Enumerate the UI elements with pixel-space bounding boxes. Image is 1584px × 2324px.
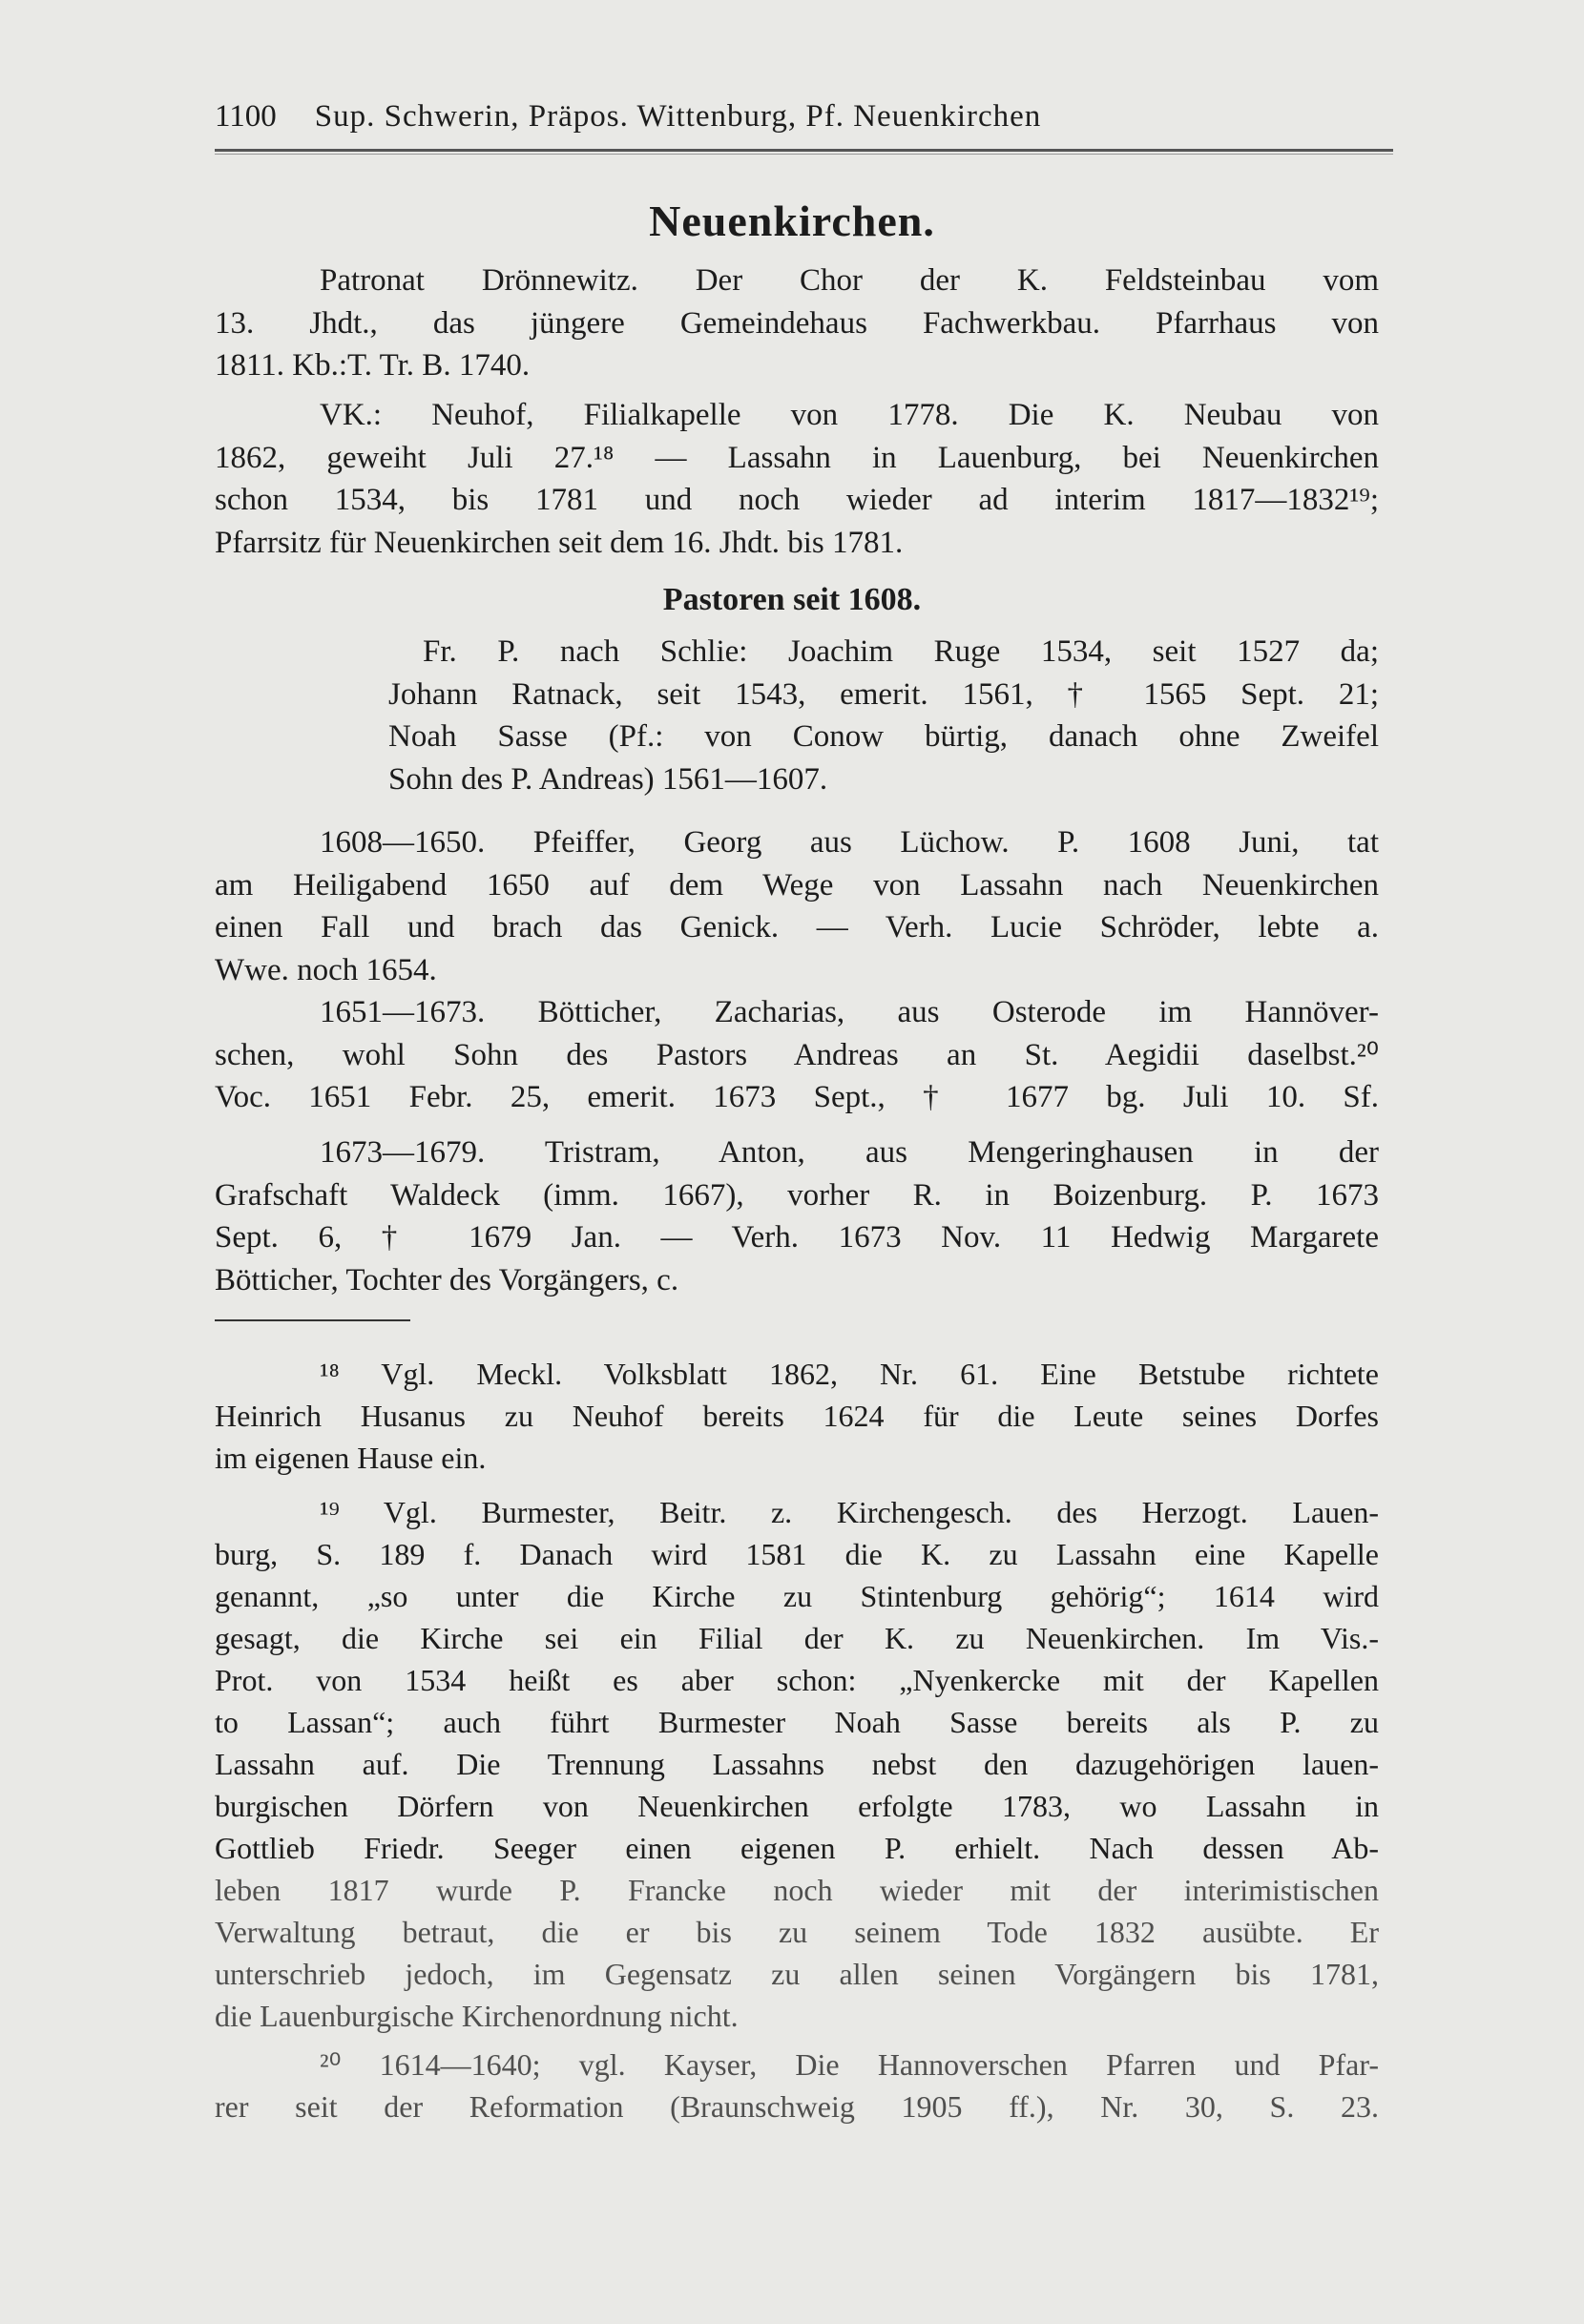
pastor-entry-tristram (215, 1131, 1379, 1301)
text-line: unterschrieb jedoch, im Gegensatz zu allen seinen Vorgängern bis 1781, (215, 1957, 1379, 1991)
text-line: gesagt, die Kirche sei ein Filial der K. zu Neuenkirchen. Im Vis.- (215, 1621, 1379, 1655)
text-line: 1651—1673. Bötticher, Zacharias, aus Osterode im Hannöver- (320, 995, 1379, 1029)
header-rule-thin (215, 154, 1393, 155)
text-line: schen, wohl Sohn des Pastors Andreas an St. Aegidii daselbst.²⁰ (215, 1037, 1379, 1072)
text-line: Patronat Drönnewitz. Der Chor der K. Feldsteinbau vom (320, 263, 1379, 298)
footnote-rule (215, 1319, 410, 1321)
text-line: Heinrich Husanus zu Neuhof bereits 1624 für die Leute seines Dorfes (215, 1399, 1379, 1433)
text-line: burg, S. 189 f. Danach wird 1581 die K. zu Lassahn eine Kapelle (215, 1537, 1379, 1571)
page-number: 1100 (215, 99, 277, 134)
pastor-entry-boetticher (215, 991, 1379, 1119)
text-line: am Heiligabend 1650 auf dem Wege von Lassahn nach Neuenkirchen (215, 867, 1379, 903)
text-line: schon 1534, bis 1781 und noch wieder ad interim 1817—1832¹⁹; (215, 483, 1379, 517)
text-line: die Lauenburgische Kirchenordnung nicht. (215, 1999, 739, 2033)
intro-paragraph (215, 259, 1379, 387)
text-line: 1673—1679. Tristram, Anton, aus Mengeringhausen in der (320, 1135, 1379, 1170)
text-line: burgischen Dörfern von Neuenkirchen erfolgte 1783, wo Lassahn in (215, 1789, 1379, 1823)
text-line: ¹⁸ Vgl. Meckl. Volksblatt 1862, Nr. 61. Eine Betstube richtete (320, 1357, 1379, 1391)
header-rule (215, 149, 1393, 152)
text-line: Prot. von 1534 heißt es aber schon: „Nyenkercke mit der Kapellen (215, 1663, 1379, 1697)
text-line: einen Fall und brach das Genick. — Verh. Lucie Schröder, lebte a. (215, 910, 1379, 944)
text-line: Grafschaft Waldeck (imm. 1667), vorher R. in Boizenburg. P. 1673 (215, 1177, 1379, 1213)
text-line: genannt, „so unter die Kirche zu Stintenburg gehörig“; 1614 wird (215, 1579, 1379, 1613)
footnote-20 (215, 2044, 1379, 2127)
text-line: Lassahn auf. Die Trennung Lassahns nebst den dazugehörigen lauen- (215, 1747, 1379, 1781)
page-title: Neuenkirchen. (649, 197, 935, 245)
text-line: ²⁰ 1614—1640; vgl. Kayser, Die Hannoverschen Pfarren und Pfar- (320, 2047, 1379, 2082)
text-line: to Lassan“; auch führt Burmester Noah Sasse bereits als P. zu (215, 1705, 1379, 1739)
text-line: Sohn des P. Andreas) 1561—1607. (388, 761, 828, 797)
section-heading: Pastoren seit 1608. (662, 582, 922, 617)
text-line: rer seit der Reformation (Braunschweig 1905 ff.), Nr. 30, S. 23. (215, 2089, 1379, 2124)
text-line: leben 1817 wurde P. Francke noch wieder mit der interimistischen (215, 1873, 1379, 1907)
text-line: Fr. P. nach Schlie: Joachim Ruge 1534, seit 1527 da; (423, 634, 1379, 669)
text-line: Pfarrsitz für Neuenkirchen seit dem 16. Jhdt. bis 1781. (215, 525, 904, 560)
text-line: Johann Ratnack, seit 1543, emerit. 1561, † 1565 Sept. 21; (388, 676, 1379, 712)
text-line: Gottlieb Friedr. Seeger einen eigenen P. erhielt. Nach dessen Ab- (215, 1831, 1379, 1865)
text-line: 1608—1650. Pfeiffer, Georg aus Lüchow. P. 1608 Juni, tat (320, 825, 1379, 860)
vk-paragraph (215, 394, 1379, 564)
running-header (215, 99, 1393, 135)
text-line: ¹⁹ Vgl. Burmester, Beitr. z. Kirchengesch. des Herzogt. Lauen- (320, 1495, 1379, 1529)
footnote-18 (215, 1353, 1379, 1479)
text-line: im eigenen Hause ein. (215, 1441, 487, 1475)
text-line: Bötticher, Tochter des Vorgängers, c. (215, 1262, 679, 1297)
frp-paragraph (388, 631, 1379, 800)
text-line: Verwaltung betraut, die er bis zu seinem Tode 1832 ausübte. Er (215, 1915, 1379, 1949)
text-line: Noah Sasse (Pf.: von Conow bürtig, danach ohne Zweifel (388, 719, 1379, 754)
text-line: Wwe. noch 1654. (215, 952, 437, 987)
text-line: VK.: Neuhof, Filialkapelle von 1778. Die K. Neubau von (320, 398, 1379, 432)
text-line: Sept. 6, † 1679 Jan. — Verh. 1673 Nov. 11 Hedwig Margarete (215, 1220, 1379, 1255)
footnote-19 (215, 1491, 1379, 2037)
text-line: 1862, geweiht Juli 27.¹⁸ — Lassahn in Lauenburg, bei Neuenkirchen (215, 440, 1379, 475)
pastor-entry-pfeiffer (215, 821, 1379, 991)
running-title: Sup. Schwerin, Präpos. Wittenburg, Pf. Neuenkirchen (314, 99, 1042, 134)
text-line: Voc. 1651 Febr. 25, emerit. 1673 Sept., † 1677 bg. Juli 10. Sf. (215, 1080, 1379, 1114)
text-line: 13. Jhdt., das jüngere Gemeindehaus Fachwerkbau. Pfarrhaus von (215, 305, 1379, 341)
text-line: 1811. Kb.:T. Tr. B. 1740. (215, 348, 531, 383)
